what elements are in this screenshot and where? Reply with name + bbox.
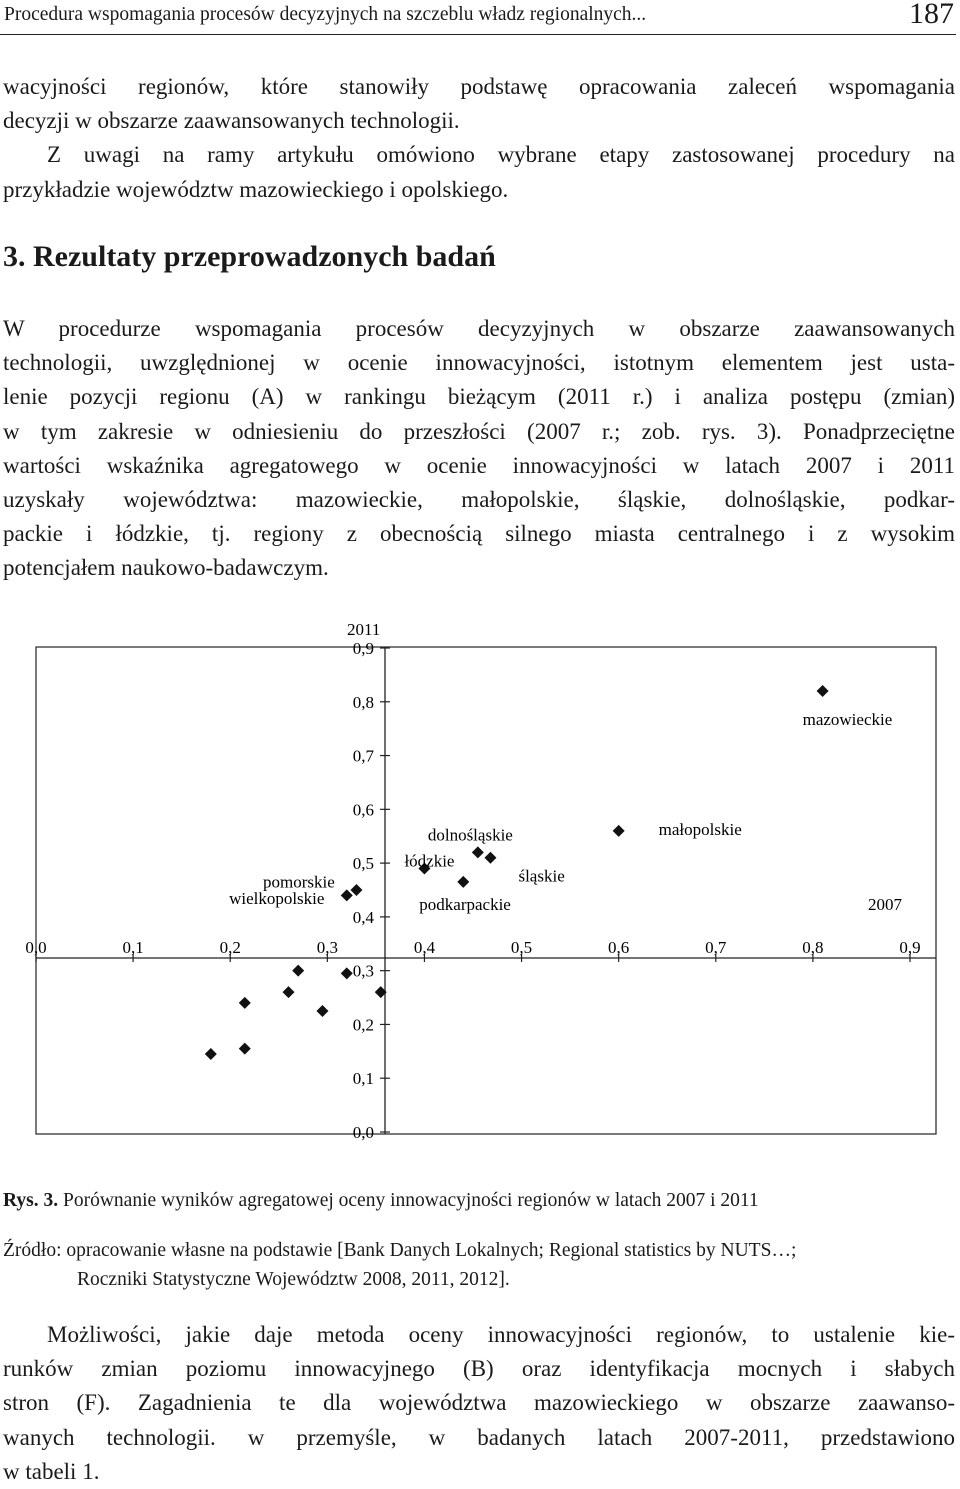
text-line: potencjałem naukowo-badawczym.: [3, 555, 329, 581]
running-title: Procedura wspomagania procesów decyzyjnych na szczeblu władz regionalnych...: [4, 4, 647, 25]
point-label: wielkopolskie: [229, 889, 325, 908]
tick-layer: [25, 639, 920, 1142]
x-tick-label: 0,5: [510, 938, 533, 957]
data-point: [205, 1048, 217, 1060]
y-tick-label: 0,7: [352, 746, 374, 766]
page-number: 187: [909, 0, 954, 30]
text-line: Z uwagi na ramy artykułu omówiono wybrane etapy zastosowanej procedury na: [47, 142, 955, 168]
data-point: [341, 967, 353, 979]
text-line: packie i łódzkie, tj. regiony z obecnością silnego miasta centralnego i z wysokim: [3, 521, 955, 547]
x-tick-label: 0,8: [802, 938, 824, 957]
y-axis-title: 2011: [347, 620, 381, 639]
data-point: [472, 846, 484, 858]
data-point: [282, 986, 294, 998]
data-point: [239, 1043, 251, 1055]
text-line: w tabeli 1.: [3, 1458, 100, 1484]
point-label: śląskie: [518, 866, 565, 886]
data-point: [292, 965, 304, 977]
x-tick-label: 0,7: [705, 938, 727, 957]
text-line: decyzji w obszarze zaawansowanych technologii.: [3, 108, 460, 134]
text-line: technologii, uwzględnionej w ocenie innowacyjności, istotnym elementem jest usta-: [3, 350, 955, 376]
chart-frame: [36, 647, 936, 1134]
data-point: [239, 997, 251, 1009]
x-tick-label: 0,4: [413, 938, 436, 957]
y-tick-label: 0,9: [352, 639, 374, 658]
data-point: [350, 884, 362, 896]
text-line: runków zmian poziomu innowacyjnego (B) oraz identyfikacja mocnych i słabych: [3, 1356, 955, 1382]
text-line: przykładzie województw mazowieckiego i opolskiego.: [3, 176, 509, 202]
data-point: [341, 889, 353, 901]
section-heading: 3. Rezultaty przeprowadzonych badań: [3, 240, 496, 273]
text-line: uzyskały województwa: mazowieckie, małopolskie, śląskie, dolnośląskie, podkar-: [3, 487, 955, 513]
point-label: małopolskie: [658, 819, 742, 839]
x-axis-title: 2007: [868, 895, 902, 914]
figure-source: [3, 1236, 796, 1294]
x-tick-label: 0,6: [608, 938, 630, 957]
data-point: [613, 825, 625, 837]
y-tick-label: 0,8: [352, 692, 374, 712]
x-tick-label: 0,1: [122, 938, 144, 957]
x-tick-label: 0,2: [219, 938, 241, 957]
y-tick-label: 0,5: [352, 854, 374, 874]
caption-label: Rys. 3.: [3, 1190, 59, 1211]
text-line: w tym zakresie w odniesieniu do przeszłości (2007 r.; zob. rys. 3). Ponadprzeciętne: [3, 418, 955, 444]
y-tick-label: 0,6: [352, 800, 374, 820]
y-tick-label: 0,2: [352, 1015, 374, 1035]
text-line: wacyjności regionów, które stanowiły podstawę opracowania zaleceń wspomagania: [3, 74, 955, 99]
x-tick-label: 0,9: [899, 938, 921, 957]
point-label: mazowieckie: [802, 710, 893, 730]
caption-text: Porównanie wyników agregatowej oceny innowacyjności regionów w latach 2007 i 2011: [63, 1190, 759, 1211]
text-line: wartości wskaźnika agregatowego w ocenie innowacyjności w latach 2007 i 2011: [3, 452, 955, 478]
x-tick-label: 0,3: [316, 938, 338, 957]
y-tick-label: 0,3: [352, 961, 374, 981]
point-label: podkarpackie: [419, 894, 511, 914]
point-label: dolnośląskie: [427, 825, 513, 845]
y-tick-label: 0,0: [352, 1123, 374, 1142]
source-line: Źródło: opracowanie własne na podstawie [Bank Danych Lokalnych; Regional statistics by NUTS…;: [3, 1240, 797, 1261]
source-line: Roczniki Statystyczne Województw 2008, 2011, 2012].: [77, 1269, 510, 1290]
point-label: łódzkie: [404, 851, 455, 871]
text-line: stron (F). Zagadnienia te dla województwa mazowieckiego w obszarze zaawanso-: [3, 1390, 955, 1416]
point-label: pomorskie: [262, 872, 335, 892]
figure-caption: [3, 1190, 759, 1212]
data-point: [484, 852, 496, 864]
text-line: Możliwości, jakie daje metoda oceny innowacyjności regionów, to ustalenie kie-: [47, 1322, 955, 1347]
text-line: wanych technologii. w przemyśle, w badanych latach 2007-2011, przedstawiono: [3, 1424, 955, 1450]
text-line: lenie pozycji regionu (A) w rankingu bieżącym (2011 r.) i analiza postępu (zmian): [3, 384, 955, 410]
y-tick-label: 0,4: [352, 907, 374, 927]
closing-paragraph: [3, 1318, 955, 1489]
x-tick-label: 0,0: [25, 938, 47, 957]
point-layer: [205, 685, 892, 1060]
data-point: [316, 1005, 328, 1017]
text-line: W procedurze wspomagania procesów decyzyjnych w obszarze zaawansowanych: [3, 316, 955, 341]
data-point: [457, 876, 469, 888]
y-tick-label: 0,1: [352, 1069, 374, 1089]
data-point: [817, 685, 829, 697]
